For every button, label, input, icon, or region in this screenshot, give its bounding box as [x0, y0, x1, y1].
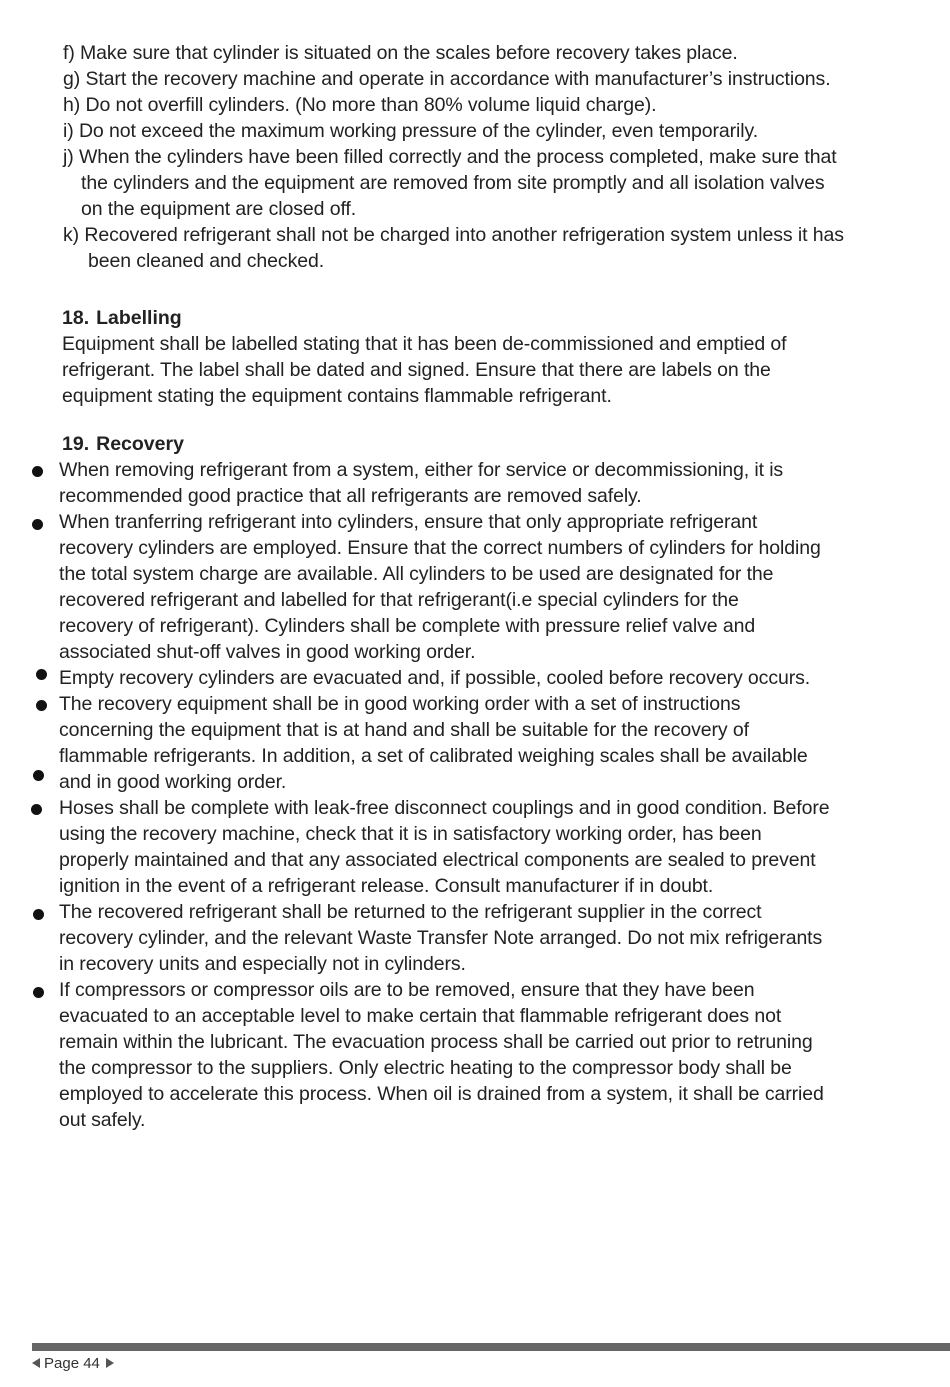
- section-title: Recovery: [96, 433, 184, 455]
- recovery-line-10: The recovery equipment shall be in good working order with a set of instructions: [59, 693, 741, 715]
- bullet-icon: [36, 700, 47, 711]
- section-number: 18.: [62, 307, 90, 329]
- recovery-line-18: The recovered refrigerant shall be returned to the refrigerant supplier in the correct: [59, 901, 762, 923]
- bullet-icon: [31, 804, 42, 815]
- labelling-paragraph-line-2: refrigerant. The label shall be dated and signed. Ensure that there are labels on the: [62, 359, 771, 381]
- recovery-line-15: using the recovery machine, check that it is in satisfactory working order, has been: [59, 823, 762, 845]
- recovery-line-12: flammable refrigerants. In addition, a set of calibrated weighing scales shall be available: [59, 745, 808, 767]
- recovery-line-26: out safely.: [59, 1109, 146, 1131]
- labelling-paragraph-line-3: equipment stating the equipment contains flammable refrigerant.: [62, 385, 612, 407]
- footer-divider: [32, 1343, 950, 1351]
- bullet-icon: [33, 909, 44, 920]
- section-title: Labelling: [96, 307, 182, 329]
- bullet-icon: [33, 987, 44, 998]
- recovery-line-22: evacuated to an acceptable level to make certain that flammable refrigerant does not: [59, 1005, 782, 1027]
- bullet-icon: [32, 519, 43, 530]
- recovery-line-1: When removing refrigerant from a system, either for service or decommissioning, it is: [59, 459, 784, 481]
- section-heading-labelling: [62, 305, 182, 331]
- recovery-line-24: the compressor to the suppliers. Only electric heating to the compressor body shall be: [59, 1057, 792, 1079]
- recovery-line-2: recommended good practice that all refrigerants are removed safely.: [59, 485, 642, 507]
- recovery-line-8: associated shut-off valves in good working order.: [59, 641, 476, 663]
- recovery-line-20: in recovery units and especially not in cylinders.: [59, 953, 466, 975]
- recovery-line-19: recovery cylinder, and the relevant Waste Transfer Note arranged. Do not mix refrigerants: [59, 927, 823, 949]
- bullet-icon: [36, 669, 47, 680]
- list-item-h: h) Do not overfill cylinders. (No more than 80% volume liquid charge).: [63, 94, 657, 116]
- recovery-line-6: recovered refrigerant and labelled for that refrigerant(i.e special cylinders for the: [59, 589, 739, 611]
- recovery-line-9: Empty recovery cylinders are evacuated and, if possible, cooled before recovery occurs.: [59, 667, 811, 689]
- list-item-g: g) Start the recovery machine and operate in accordance with manufacturer’s instructions.: [63, 68, 831, 90]
- recovery-line-25: employed to accelerate this process. When oil is drained from a system, it shall be carried: [59, 1083, 824, 1105]
- list-item-k-line-2: been cleaned and checked.: [88, 250, 325, 272]
- section-heading-recovery: [62, 431, 184, 457]
- recovery-line-11: concerning the equipment that is at hand and shall be suitable for the recovery of: [59, 719, 749, 741]
- labelling-paragraph-line-1: Equipment shall be labelled stating that it has been de-commissioned and emptied of: [62, 333, 787, 355]
- bullet-icon: [32, 466, 43, 477]
- list-item-i: i) Do not exceed the maximum working pressure of the cylinder, even temporarily.: [63, 120, 759, 142]
- recovery-line-3: When tranferring refrigerant into cylinders, ensure that only appropriate refrigerant: [59, 511, 758, 533]
- recovery-line-5: the total system charge are available. All cylinders to be used are designated for the: [59, 563, 774, 585]
- recovery-line-23: remain within the lubricant. The evacuation process shall be carried out prior to retruning: [59, 1031, 813, 1053]
- recovery-line-21: If compressors or compressor oils are to be removed, ensure that they have been: [59, 979, 755, 1001]
- recovery-line-13: and in good working order.: [59, 771, 287, 793]
- bullet-icon: [33, 770, 44, 781]
- triangle-right-icon[interactable]: [106, 1358, 114, 1368]
- recovery-line-14: Hoses shall be complete with leak-free disconnect couplings and in good condition. Before: [59, 797, 830, 819]
- list-item-j-line-3: on the equipment are closed off.: [81, 198, 357, 220]
- list-item-j-line-1: j) When the cylinders have been filled correctly and the process completed, make sure that: [63, 146, 837, 168]
- list-item-k-line-1: k) Recovered refrigerant shall not be charged into another refrigeration system unless it has: [63, 224, 844, 246]
- triangle-left-icon[interactable]: [32, 1358, 40, 1368]
- page-footer: [32, 1353, 114, 1373]
- recovery-line-7: recovery of refrigerant). Cylinders shall be complete with pressure relief valve and: [59, 615, 756, 637]
- list-item-f: f) Make sure that cylinder is situated on the scales before recovery takes place.: [63, 42, 738, 64]
- section-number: 19.: [62, 433, 90, 455]
- recovery-line-4: recovery cylinders are employed. Ensure that the correct numbers of cylinders for holding: [59, 537, 821, 559]
- recovery-line-16: properly maintained and that any associated electrical components are sealed to prevent: [59, 849, 816, 871]
- list-item-j-line-2: the cylinders and the equipment are removed from site promptly and all isolation valves: [81, 172, 825, 194]
- recovery-line-17: ignition in the event of a refrigerant release. Consult manufacturer if in doubt.: [59, 875, 714, 897]
- page-number: Page 44: [44, 1354, 100, 1372]
